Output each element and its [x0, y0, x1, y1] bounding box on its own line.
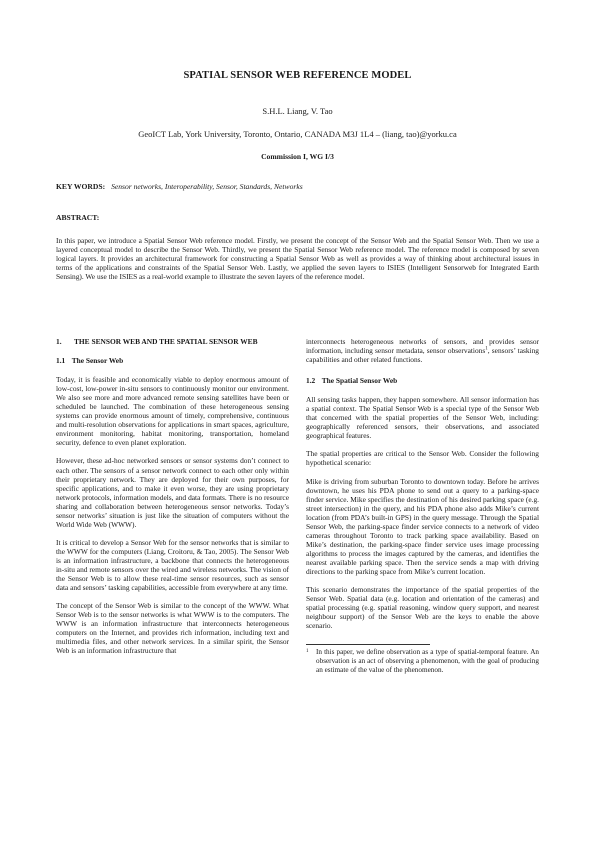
body-paragraph: Today, it is feasible and economically viable to deploy enormous amount of low-cost, low-power in-situ sensors to continuously monitor our environment. We also see more and more advanced remote sensing satellites have been or scheduled be launched. The combination of these heterogeneous sensing systems can provide enormous amount of timely, comprehensive, continuous and multi-resolution observations for applications in smart spaces, agriculture, environment monitoring, habitat monitoring, transportation, homeland security, defence to even planet exploration. — [56, 375, 289, 448]
body-paragraph: It is critical to develop a Sensor Web for the sensor networks that is similar to the WWW for the computers (Liang, Croitoru, & Tao, 2005). The Sensor Web is an information infrastructure, a backbone that connects the heterogeneous in-situ and remote sensors over the wired and wireless networks. The vision of the Sensor Web is to allow these real-time sensor resources, such as sensor data and sensors’ tasking capabilities, accessible from everywhere at any time. — [56, 537, 289, 593]
abstract-heading: ABSTRACT: — [56, 213, 100, 222]
keywords-label: KEY WORDS: — [56, 182, 106, 191]
paper-title: SPATIAL SENSOR WEB REFERENCE MODEL — [183, 70, 412, 81]
section-heading-1 — [56, 337, 289, 346]
continued-text-end: , sensors’ tasking capabilities and other related functions. — [306, 346, 539, 365]
right-column — [306, 337, 539, 684]
continued-paragraph — [306, 337, 539, 364]
footnote-reference: 1 — [485, 346, 488, 352]
subsection-heading-1-2 — [306, 376, 539, 385]
footnote — [306, 648, 539, 675]
subsection-number: 1.1 — [56, 356, 66, 366]
body-paragraph: The concept of the Sensor Web is similar to the concept of the WWW. What Sensor Web is to the sensor networks is what WWW is to the computers. The WWW is an information infrastructure that interconnects heterogeneous computers on the Internet, and provides rich information, including text and multimedia files, and other network services. In a similar spirit, the Sensor Web is an information infrastructure that — [56, 601, 289, 656]
body-paragraph: All sensing tasks happen, they happen somewhere. All sensor information has a spatial context. The Spatial Sensor Web is a special type of the Sensor Web that concerned with the spatial properties of the Sensor Web, including: geographically referenced sensors, their observations, and associated geographical features. — [306, 395, 539, 441]
subsection-number: 1.2 — [306, 376, 316, 386]
left-column — [56, 337, 289, 664]
footnote-mark: 1 — [306, 649, 309, 655]
body-paragraph: The spatial properties are critical to the Sensor Web. Consider the following hypothetical scenario: — [306, 449, 539, 468]
body-paragraph: However, these ad-hoc networked sensors or sensor systems don’t connect to each other. The sensors of a sensor network connect to each other only within their proprietary network. They are deployed for their own purposes, for specific applications, and to make it even worse, they are using proprietary network protocols, information models, and data formats. There is no resource sharing and collaboration between heterogeneous sensor networks. Today’s sensor networks’ situation is just like the situation of computers without the World Wide Web (WWW). — [56, 456, 289, 529]
abstract-text: In this paper, we introduce a Spatial Sensor Web reference model. Firstly, we present the concept of the Sensor Web and the Spatial Sensor Web. Then we use a layered conceptual model to describe the Sensor Web. Thirdly, we present the Spatial Sensor Web reference model. The reference model is composed by seven logical layers. It provides an architectural framework for constructing a Spatial Sensor Web as well as provides a way of thinking about architectural issues in terms of the applications and constraints of the Spatial Sensor Web. Lastly, we applied the seven layers to ISIES (Intelligent Sensorweb for Integrated Earth Sensing). We use the ISIES as a real-world example to illustrate the seven layers of the reference model. — [56, 236, 539, 282]
body-paragraph: Mike is driving from suburban Toronto to downtown today. Before he arrives downtown, he uses his PDA phone to send out a query to a parking-space finder service. Mike specifies the destination of his desired parking space (e.g. street intersection) in the query, and his PDA phone also adds Mike’s current location (from PDA’s built-in GPS) in the query message. Through the Spatial Sensor Web, the parking-space finder service connects to a network of video cameras throughout Toronto to track parking space availability. Based on Mike’s destination, the parking-space finder service uses image processing algorithms to process the images captured by the cameras, and identifies the nearest available parking space. Then the service sends a map with driving directions to the parking space from Mike’s current location. — [306, 476, 539, 576]
subsection-heading-1-1 — [56, 356, 289, 365]
subsection-title: The Spatial Sensor Web — [321, 376, 398, 386]
subsection-title: The Sensor Web — [71, 356, 124, 366]
author-affiliation: GeoICT Lab, York University, Toronto, Ontario, CANADA M3J 1L4 – (liang, tao)@yorku.ca — [138, 129, 457, 139]
continued-text-start: interconnects heterogeneous networks of sensors, and provides sensor information, including sensor metadata, sensor observations — [306, 337, 539, 356]
commission-line: Commission I, WG I/3 — [261, 152, 334, 161]
keywords-text: Sensor networks, Interoperability, Sensor, Standards, Networks — [111, 182, 303, 191]
paper-authors: S.H.L. Liang, V. Tao — [262, 106, 333, 116]
footnote-divider — [306, 644, 430, 645]
keywords-line — [56, 182, 539, 191]
body-paragraph: This scenario demonstrates the importance of the spatial properties of the Sensor Web. Spatial data (e.g. location and orientation of the cameras) and spatial processing (e.g. spatial reasoning, window query support, and nearest neighbour support) of the Sensor Web are the keys to enable the above scenario. — [306, 585, 539, 631]
section-number: 1. — [56, 337, 62, 346]
section-title: THE SENSOR WEB AND THE SPATIAL SENSOR WEB — [74, 337, 258, 346]
footnote-text: In this paper, we define observation as a type of spatial-temporal feature. An observation is an act of observing a phenomenon, with the goal of producing an estimate of the value of the phenomenon. — [316, 648, 539, 675]
